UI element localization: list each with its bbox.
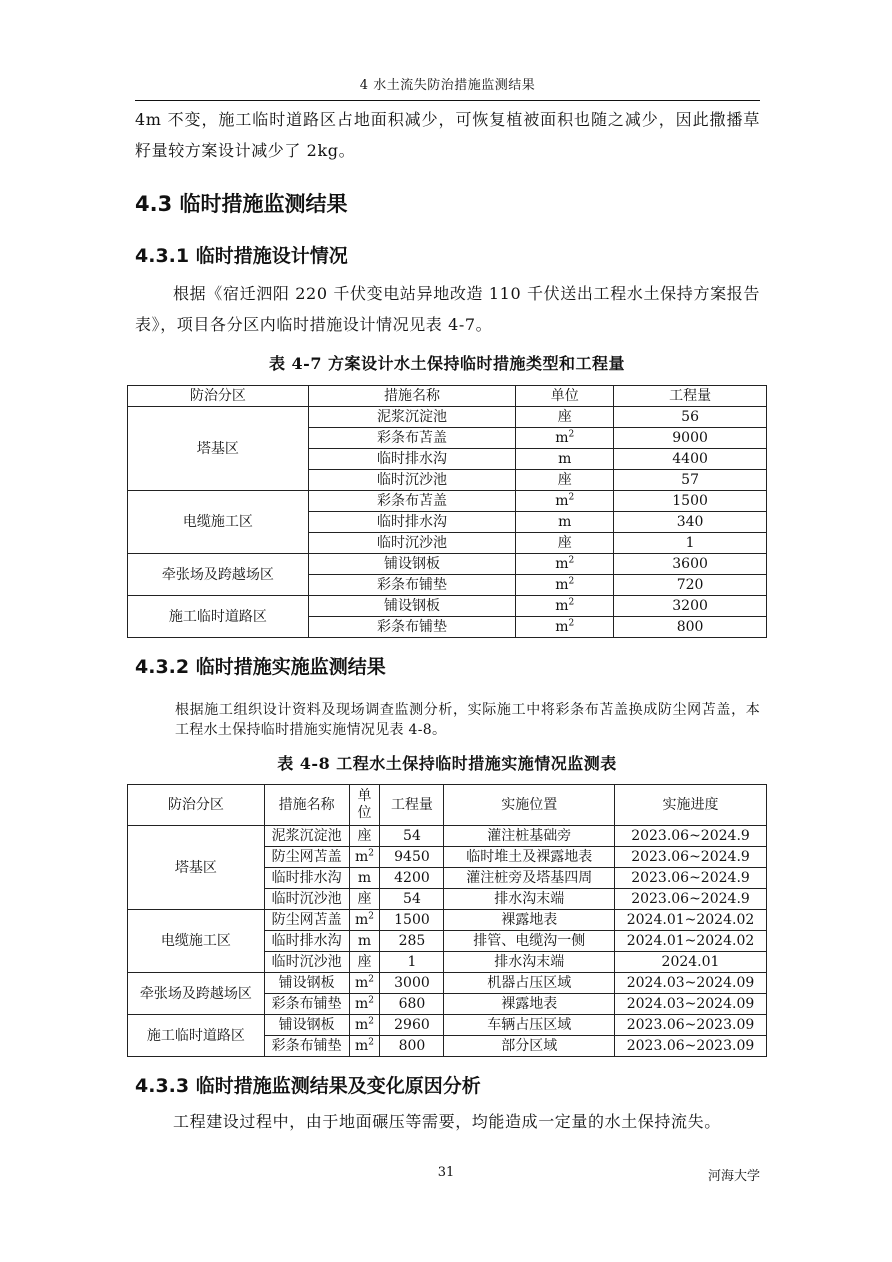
unit-cell: m bbox=[349, 931, 380, 952]
table-row bbox=[128, 973, 767, 994]
quantity-cell: 4400 bbox=[614, 449, 767, 470]
unit-cell: m bbox=[516, 449, 614, 470]
location-cell: 排水沟末端 bbox=[444, 952, 615, 973]
unit-cell: $m^2$ bbox=[349, 1036, 380, 1057]
quantity-cell: 57 bbox=[614, 470, 767, 491]
section-4-3-3-heading: 4.3.3 临时措施监测结果及变化原因分析 bbox=[135, 1075, 481, 1097]
measure-cell: 彩条布苫盖 bbox=[308, 428, 516, 449]
quantity-cell: 800 bbox=[380, 1036, 444, 1057]
table-row bbox=[128, 554, 767, 575]
table-row bbox=[128, 407, 767, 428]
unit-cell: 座 bbox=[349, 826, 380, 847]
measure-cell: 临时排水沟 bbox=[264, 931, 349, 952]
unit-cell: $m^2$ bbox=[516, 491, 614, 512]
measure-cell: 泥浆沉淀池 bbox=[264, 826, 349, 847]
intro-paragraph: 4m 不变，施工临时道路区占地面积减少，可恢复植被面积也随之减少，因此撒播草籽量较方案设计减少了 2kg。 bbox=[135, 110, 760, 160]
zone-cell: 施工临时道路区 bbox=[128, 1015, 265, 1057]
schedule-cell: 2023.06~2024.9 bbox=[615, 826, 767, 847]
unit-cell: $m^2$ bbox=[349, 910, 380, 931]
measure-cell: 彩条布铺垫 bbox=[308, 617, 516, 638]
section-4-3-3-paragraph: 工程建设过程中，由于地面碾压等需要，均能造成一定量的水土保持流失。 bbox=[173, 1112, 721, 1131]
unit-cell: $m^2$ bbox=[349, 973, 380, 994]
measure-cell: 临时沉沙池 bbox=[264, 952, 349, 973]
measure-cell: 临时沉沙池 bbox=[308, 533, 516, 554]
table-4-8-caption: 表 4-8 工程水土保持临时措施实施情况监测表 bbox=[277, 754, 617, 773]
quantity-cell: 56 bbox=[614, 407, 767, 428]
page-number: 31 bbox=[437, 1165, 455, 1180]
section-4-3-heading: 4.3 临时措施监测结果 bbox=[135, 192, 348, 216]
location-cell: 灌注桩基础旁 bbox=[444, 826, 615, 847]
quantity-cell: 2960 bbox=[380, 1015, 444, 1036]
table-header-row bbox=[128, 785, 767, 826]
unit-cell: $m^2$ bbox=[516, 554, 614, 575]
zone-cell: 施工临时道路区 bbox=[128, 596, 309, 638]
quantity-cell: 1 bbox=[380, 952, 444, 973]
schedule-cell: 2023.06~2023.09 bbox=[615, 1036, 767, 1057]
location-cell: 机器占压区域 bbox=[444, 973, 615, 994]
quantity-cell: 3000 bbox=[380, 973, 444, 994]
measure-cell: 铺设钢板 bbox=[264, 1015, 349, 1036]
location-cell: 排管、电缆沟一侧 bbox=[444, 931, 615, 952]
zone-cell: 电缆施工区 bbox=[128, 491, 309, 554]
schedule-cell: 2023.06~2024.9 bbox=[615, 868, 767, 889]
unit-cell: 座 bbox=[516, 407, 614, 428]
schedule-cell: 2024.01 bbox=[615, 952, 767, 973]
zone-cell: 塔基区 bbox=[128, 826, 265, 910]
zone-cell: 电缆施工区 bbox=[128, 910, 265, 973]
schedule-cell: 2024.01~2024.02 bbox=[615, 931, 767, 952]
table-row bbox=[128, 910, 767, 931]
unit-cell: $m^2$ bbox=[516, 617, 614, 638]
measure-cell: 铺设钢板 bbox=[308, 554, 516, 575]
quantity-cell: 1500 bbox=[614, 491, 767, 512]
measure-cell: 临时排水沟 bbox=[308, 512, 516, 533]
table-4-8 bbox=[127, 784, 767, 1057]
quantity-cell: 340 bbox=[614, 512, 767, 533]
quantity-cell: 1500 bbox=[380, 910, 444, 931]
table-row bbox=[128, 596, 767, 617]
measure-cell: 泥浆沉淀池 bbox=[308, 407, 516, 428]
quantity-cell: 3600 bbox=[614, 554, 767, 575]
zone-cell: 牵张场及跨越场区 bbox=[128, 973, 265, 1015]
section-4-3-2-heading: 4.3.2 临时措施实施监测结果 bbox=[135, 656, 386, 678]
header-cell: 措施名称 bbox=[308, 386, 516, 407]
quantity-cell: 54 bbox=[380, 826, 444, 847]
location-cell: 灌注桩旁及塔基四周 bbox=[444, 868, 615, 889]
schedule-cell: 2024.03~2024.09 bbox=[615, 994, 767, 1015]
schedule-cell: 2023.06~2024.9 bbox=[615, 889, 767, 910]
schedule-cell: 2024.03~2024.09 bbox=[615, 973, 767, 994]
header-cell: 防治分区 bbox=[128, 785, 265, 826]
header-cell: 措施名称 bbox=[264, 785, 349, 826]
unit-cell: $m^2$ bbox=[516, 575, 614, 596]
location-cell: 车辆占压区域 bbox=[444, 1015, 615, 1036]
location-cell: 排水沟末端 bbox=[444, 889, 615, 910]
zone-cell: 牵张场及跨越场区 bbox=[128, 554, 309, 596]
measure-cell: 临时沉沙池 bbox=[308, 470, 516, 491]
schedule-cell: 2023.06~2023.09 bbox=[615, 1015, 767, 1036]
footer-institution: 河海大学 bbox=[707, 1169, 760, 1184]
header-cell: 工程量 bbox=[614, 386, 767, 407]
quantity-cell: 9450 bbox=[380, 847, 444, 868]
header-cell: 防治分区 bbox=[128, 386, 309, 407]
measure-cell: 临时沉沙池 bbox=[264, 889, 349, 910]
measure-cell: 彩条布铺垫 bbox=[264, 994, 349, 1015]
running-header: 4 水土流失防治措施监测结果 bbox=[359, 78, 536, 93]
measure-cell: 彩条布铺垫 bbox=[308, 575, 516, 596]
quantity-cell: 720 bbox=[614, 575, 767, 596]
schedule-cell: 2024.01~2024.02 bbox=[615, 910, 767, 931]
quantity-cell: 1 bbox=[614, 533, 767, 554]
unit-cell: $m^2$ bbox=[349, 1015, 380, 1036]
unit-cell: 座 bbox=[516, 533, 614, 554]
measure-cell: 彩条布苫盖 bbox=[308, 491, 516, 512]
unit-cell: $m^2$ bbox=[516, 428, 614, 449]
unit-cell: $m^2$ bbox=[349, 847, 380, 868]
header-cell: 实施进度 bbox=[615, 785, 767, 826]
measure-cell: 临时排水沟 bbox=[308, 449, 516, 470]
measure-cell: 防尘网苫盖 bbox=[264, 910, 349, 931]
measure-cell: 铺设钢板 bbox=[308, 596, 516, 617]
section-4-3-1-paragraph: 根据《宿迁泗阳 220 千伏变电站异地改造 110 千伏送出工程水土保持方案报告表》，项目各分区内临时措施设计情况见表 4-7。 bbox=[135, 284, 760, 334]
zone-cell: 塔基区 bbox=[128, 407, 309, 491]
unit-cell: 座 bbox=[516, 470, 614, 491]
unit-cell: 座 bbox=[349, 889, 380, 910]
quantity-cell: 54 bbox=[380, 889, 444, 910]
header-rule bbox=[135, 100, 760, 101]
unit-cell: $m^2$ bbox=[349, 994, 380, 1015]
measure-cell: 临时排水沟 bbox=[264, 868, 349, 889]
location-cell: 裸露地表 bbox=[444, 910, 615, 931]
header-cell: 工程量 bbox=[380, 785, 444, 826]
schedule-cell: 2023.06~2024.9 bbox=[615, 847, 767, 868]
header-cell: 单位 bbox=[516, 386, 614, 407]
table-row bbox=[128, 826, 767, 847]
quantity-cell: 3200 bbox=[614, 596, 767, 617]
table-4-7-caption: 表 4-7 方案设计水土保持临时措施类型和工程量 bbox=[268, 354, 626, 373]
measure-cell: 彩条布铺垫 bbox=[264, 1036, 349, 1057]
quantity-cell: 4200 bbox=[380, 868, 444, 889]
unit-cell: 座 bbox=[349, 952, 380, 973]
section-4-3-1-heading: 4.3.1 临时措施设计情况 bbox=[135, 245, 348, 267]
unit-cell: $m^2$ bbox=[516, 596, 614, 617]
location-cell: 部分区域 bbox=[444, 1036, 615, 1057]
quantity-cell: 800 bbox=[614, 617, 767, 638]
quantity-cell: 9000 bbox=[614, 428, 767, 449]
location-cell: 临时堆土及裸露地表 bbox=[444, 847, 615, 868]
unit-cell: m bbox=[349, 868, 380, 889]
measure-cell: 铺设钢板 bbox=[264, 973, 349, 994]
measure-cell: 防尘网苫盖 bbox=[264, 847, 349, 868]
location-cell: 裸露地表 bbox=[444, 994, 615, 1015]
quantity-cell: 680 bbox=[380, 994, 444, 1015]
table-row bbox=[128, 1015, 767, 1036]
table-row bbox=[128, 491, 767, 512]
header-cell: 实施位置 bbox=[444, 785, 615, 826]
table-header-row bbox=[128, 386, 767, 407]
header-cell: 单位 bbox=[349, 785, 380, 826]
quantity-cell: 285 bbox=[380, 931, 444, 952]
unit-cell: m bbox=[516, 512, 614, 533]
section-4-3-2-paragraph: 根据施工组织设计资料及现场调查监测分析，实际施工中将彩条布苫盖换成防尘网苫盖，本工程水土保持临时措施实施情况见表 4-8。 bbox=[175, 702, 760, 738]
table-4-7 bbox=[127, 385, 767, 638]
